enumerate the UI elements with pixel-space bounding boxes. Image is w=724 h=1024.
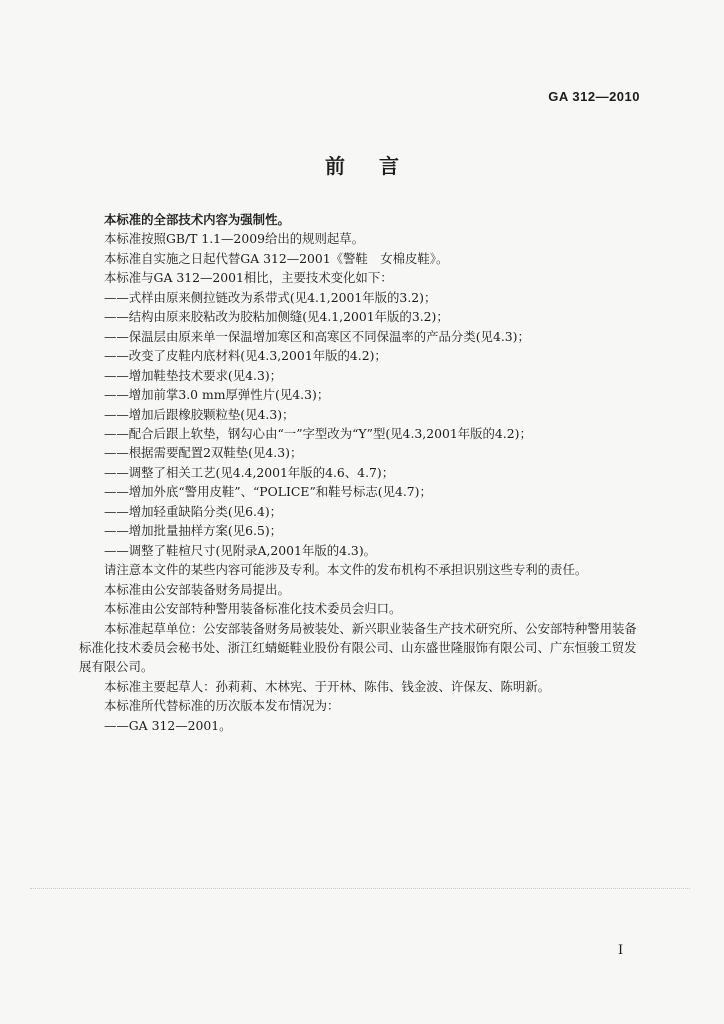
scan-artifact-line bbox=[30, 888, 690, 890]
change-item: ——增加鞋垫技术要求(见4.3)； bbox=[104, 367, 283, 383]
change-list bbox=[79, 288, 645, 560]
paragraph-drafting-units: 本标准起草单位：公安部装备财务局被装处、新兴职业装备生产技术研究所、公安部特种警用装备标准化技术委员会秘书处、浙江红蜻蜓鞋业股份有限公司、山东盛世隆服饰有限公司、广东恒骏工贸发展有限公司。 bbox=[79, 620, 637, 675]
paragraph-changes-intro: 本标准与GA 312—2001相比，主要技术变化如下： bbox=[104, 270, 393, 286]
change-item: ——改变了皮鞋内底材料(见4.3,2001年版的4.2)； bbox=[104, 348, 387, 364]
change-item: ——增加外底“警用皮鞋”、“POLICE”和鞋号标志(见4.7)； bbox=[104, 484, 432, 500]
change-item: ——调整了相关工艺(见4.4,2001年版的4.6、4.7)； bbox=[104, 464, 395, 480]
paragraph-patent-notice: 请注意本文件的某些内容可能涉及专利。本文件的发布机构不承担识别这些专利的责任。 bbox=[104, 562, 588, 578]
paragraph-centralized-by: 本标准由公安部特种警用装备标准化技术委员会归口。 bbox=[104, 601, 402, 617]
paragraph-history-intro: 本标准所代替标准的历次版本发布情况为： bbox=[104, 698, 340, 714]
change-item: ——式样由原来侧拉链改为系带式(见4.1,2001年版的3.2)； bbox=[104, 289, 437, 305]
paragraph-proposed-by: 本标准由公安部装备财务局提出。 bbox=[104, 581, 290, 597]
paragraph-drafting-rules: 本标准按照GB/T 1.1—2009给出的规则起草。 bbox=[104, 231, 365, 247]
change-item: ——增加后跟橡胶颗粒垫(见4.3)； bbox=[104, 406, 295, 422]
foreword-body bbox=[79, 210, 645, 735]
change-item: ——增加轻重缺陷分类(见6.4)； bbox=[104, 503, 283, 519]
paragraph-drafters: 本标准主要起草人：孙莉莉、木林宪、于开林、陈伟、钱金波、许保友、陈明新。 bbox=[104, 678, 551, 694]
paragraph-replaces: 本标准自实施之日起代替GA 312—2001《警鞋 女棉皮鞋》。 bbox=[104, 250, 449, 266]
history-item: ——GA 312—2001。 bbox=[104, 717, 232, 733]
paragraph-mandatory: 本标准的全部技术内容为强制性。 bbox=[104, 212, 290, 227]
change-item: ——增加批量抽样方案(见6.5)； bbox=[104, 523, 283, 539]
change-item: ——配合后跟上软垫，钢勾心由“一”字型改为“Y”型(见4.3,2001年版的4.2)； bbox=[104, 425, 532, 441]
page-number: I bbox=[618, 943, 624, 958]
change-item: ——保温层由原来单一保温增加寒区和高寒区不同保温率的产品分类(见4.3)； bbox=[104, 328, 530, 344]
standard-code: GA 312—2010 bbox=[548, 89, 640, 104]
page-title: 前言 bbox=[325, 154, 433, 178]
change-item: ——增加前掌3.0 mm厚弹性片(见4.3)； bbox=[104, 387, 330, 403]
change-item: ——根据需要配置2双鞋垫(见4.3)； bbox=[104, 445, 303, 461]
change-item: ——调整了鞋楦尺寸(见附录A,2001年版的4.3)。 bbox=[104, 542, 377, 558]
change-item: ——结构由原来胶粘改为胶粘加侧缝(见4.1,2001年版的3.2)； bbox=[104, 309, 449, 325]
